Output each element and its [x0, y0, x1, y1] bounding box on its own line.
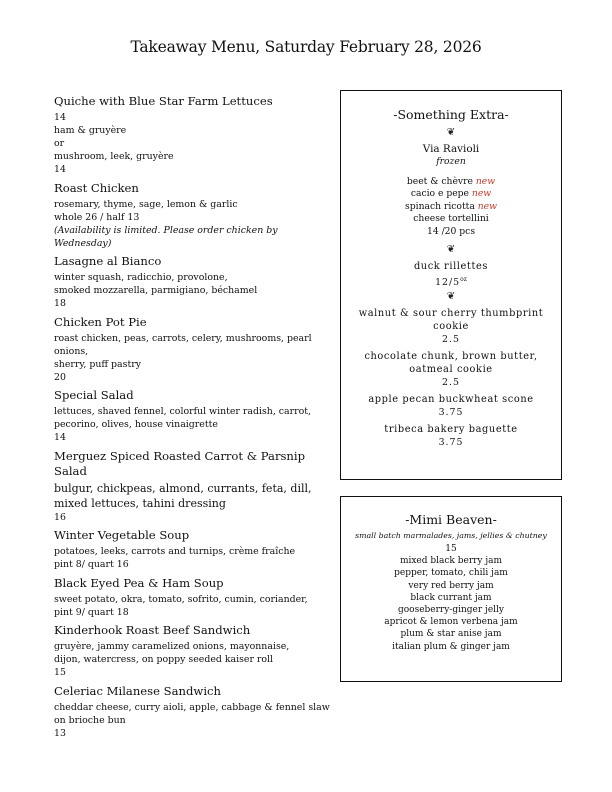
menu-item: [54, 528, 334, 571]
rillettes-line: duck rillettes: [413, 261, 489, 273]
rillettes-price: $12/5^{oz}$: [435, 276, 467, 289]
via-ravioli-title: Via Ravioli: [422, 143, 480, 155]
jam-item: apricot & lemon verbena jam: [384, 617, 518, 628]
new-badge: new: [475, 176, 496, 187]
extra-item-name: apple pecan buckwheat scone: [368, 394, 534, 406]
new-badge: new: [477, 200, 497, 212]
menu-item-detail: 20: [54, 371, 66, 383]
menu-item-name: Winter Vegetable Soup: [54, 528, 190, 542]
mimi-beaven-price: 15: [445, 544, 457, 554]
menu-item-detail: (Availability is limited. Please order chicken by Wednesday): [54, 224, 278, 249]
menu-item-detail: rosemary, thyme, sage, lemon & garlic: [54, 198, 238, 210]
ornament-icon: ❦: [446, 244, 456, 256]
menu-item-detail: 14: [54, 164, 66, 175]
mimi-beaven-subtitle: small batch marmalades, jams, jellies & chutney: [355, 531, 547, 540]
via-ravioli-subtitle: frozen: [436, 156, 466, 167]
menu-item: [54, 315, 334, 384]
tortellini-line: cheese tortellini: [413, 213, 489, 225]
menu-item-detail: sherry, puff pastry: [54, 358, 141, 370]
menu-item-detail: pecorino, olives, house vinaigrette: [54, 419, 218, 430]
extra-item-name: walnut & sour cherry thumbprint cookie: [358, 308, 544, 333]
menu-item-name: Kinderhook Roast Beef Sandwich: [54, 623, 251, 637]
new-badge: new: [471, 188, 492, 200]
extra-item-price: 3.75: [438, 437, 464, 449]
menu-item-detail: smoked mozzarella, parmigiano, béchamel: [54, 285, 258, 296]
menu-item-detail: or: [54, 138, 65, 149]
jam-item: italian plum & ginger jam: [392, 641, 510, 652]
jam-item: plum & star anise jam: [400, 629, 502, 640]
menu-item-detail: dijon, watercress, on poppy seeded kaiser roll: [54, 654, 274, 665]
menu-item: [54, 388, 334, 444]
mimi-beaven-box: [340, 496, 562, 682]
menu-item-name: Black Eyed Pea & Ham Soup: [54, 575, 224, 590]
ravioli-item: [341, 188, 561, 200]
ravioli-name: beet & chèvre: [406, 176, 473, 187]
pasta-price: 14 /20 pcs: [426, 225, 476, 237]
jam-item: black currant jam: [410, 592, 492, 603]
something-extra-heading: -Something Extra-: [393, 107, 509, 122]
menu-item-detail: mixed lettuces, tahini dressing: [54, 496, 226, 510]
menu-item: [54, 684, 334, 740]
jam-item: pepper, tomato, chili jam: [394, 568, 508, 579]
extra-item-name: chocolate chunk, brown butter,: [364, 351, 538, 363]
menu-item-name: Special Salad: [54, 388, 134, 402]
ravioli-name: spinach ricotta: [405, 200, 475, 212]
menu-item-detail: lettuces, shaved fennel, colorful winter radish, carrot,: [54, 406, 311, 417]
menu-item-detail: on brioche bun: [54, 714, 126, 726]
menu-item-detail: 15: [54, 667, 66, 678]
menu-item-name: Chicken Pot Pie: [54, 314, 147, 329]
menu-item-detail: bulgur, chickpeas, almond, currants, feta, dill,: [54, 481, 312, 495]
ravioli-name: cacio e pepe: [410, 188, 469, 200]
menu-item-name: Lasagne al Bianco: [54, 254, 162, 268]
page-title: Takeaway Menu, Saturday February 28, 2026: [130, 38, 482, 56]
jam-item: very red berry jam: [408, 580, 494, 591]
menu-item-detail: 14: [54, 112, 66, 123]
ravioli-list: [341, 176, 561, 213]
mimi-beaven-heading: -Mimi Beaven-: [405, 512, 497, 527]
rillettes-unit: oz: [460, 276, 467, 284]
jam-item: mixed black berry jam: [399, 556, 503, 567]
jam-item: gooseberry-ginger jelly: [397, 605, 504, 616]
menu-item-detail: 16: [54, 511, 66, 523]
ravioli-item: [341, 201, 561, 213]
menu-item: [54, 181, 334, 250]
menu-item-detail: 14: [54, 432, 66, 443]
menu-item-detail: sweet potato, okra, tomato, sofrito, cumin, coriander,: [54, 593, 308, 605]
menu-item-name: Quiche with Blue Star Farm Lettuces: [54, 94, 273, 108]
menu-item: [54, 576, 334, 619]
extra-items-list: [341, 307, 561, 449]
ravioli-item: [341, 176, 561, 188]
menu-item-name: Roast Chicken: [54, 180, 139, 195]
ornament-icon: ❦: [446, 127, 456, 138]
menu-item: [54, 623, 334, 679]
menu-item-detail: 13: [54, 727, 66, 739]
extra-item-price: 3.75: [438, 407, 464, 419]
menu-item-detail: cheddar cheese, curry aioli, apple, cabbage & fennel slaw: [54, 701, 330, 713]
extra-item-name: oatmeal cookie: [409, 364, 493, 376]
main-menu-list: [54, 94, 334, 744]
menu-item-detail: ham & gruyère: [54, 125, 127, 136]
ornament-icon: ❦: [446, 291, 456, 303]
extra-item-name: tribeca bakery baguette: [384, 424, 518, 436]
menu-item-detail: whole 26 / half 13: [54, 211, 140, 223]
menu-item-detail: winter squash, radicchio, provolone,: [54, 272, 228, 283]
menu-item-name: Celeriac Milanese Sandwich: [54, 683, 221, 698]
menu-item: [54, 449, 334, 524]
menu-item-detail: roast chicken, peas, carrots, celery, mushrooms, pearl onions,: [54, 332, 312, 357]
menu-item-detail: potatoes, leeks, carrots and turnips, crème fraîche: [54, 546, 296, 557]
menu-item-name: Merguez Spiced Roasted Carrot & Parsnip Salad: [54, 448, 306, 478]
extra-item-price: 2.5: [442, 377, 460, 389]
extra-item-price: 2.5: [442, 334, 460, 346]
jam-list: [341, 555, 561, 653]
menu-item-detail: gruyère, jammy caramelized onions, mayonnaise,: [54, 641, 290, 652]
something-extra-box: [340, 90, 562, 480]
menu-item-detail: pint 8/ quart 16: [54, 559, 129, 570]
menu-item: [54, 94, 334, 176]
menu-item-detail: pint 9/ quart 18: [54, 606, 129, 618]
menu-item-detail: mushroom, leek, gruyère: [54, 151, 174, 162]
menu-item: [54, 254, 334, 310]
menu-item-detail: 18: [54, 298, 66, 309]
